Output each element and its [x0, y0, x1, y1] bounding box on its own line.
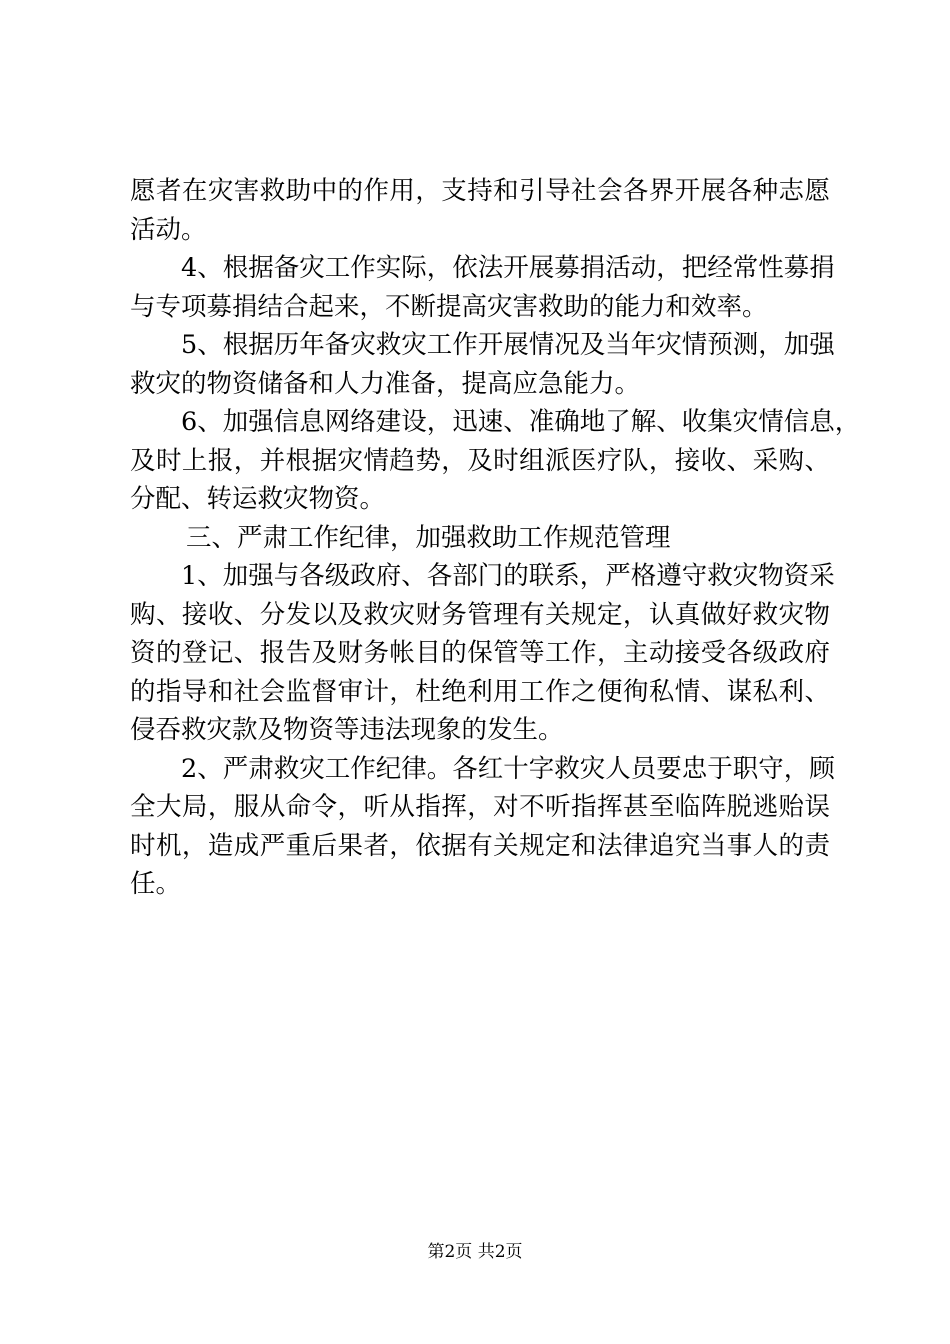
- text-line: 与专项募捐结合起来，不断提高灾害救助的能力和效率。: [130, 291, 768, 322]
- text-line: 时机，造成严重后果者，依据有关规定和法律追究当事人的责: [130, 830, 830, 861]
- text-line: 侵吞救灾款及物资等违法现象的发生。: [130, 715, 564, 745]
- text-line: 5、根据历年备灾救灾工作开展情况及当年灾情预测，加强: [181, 330, 835, 360]
- text-line: 的指导和社会监督审计，杜绝利用工作之便徇私情、谋私利、: [130, 676, 830, 707]
- section-heading: 三、严肃工作纪律，加强救助工作规范管理: [186, 522, 671, 553]
- page-footer: [0, 1241, 950, 1263]
- text-line: 购、接收、分发以及救灾财务管理有关规定，认真做好救灾物: [130, 599, 830, 630]
- text-line: 愿者在灾害救助中的作用，支持和引导社会各界开展各种志愿: [130, 176, 830, 206]
- page-number-label: 第2页 共2页: [427, 1242, 523, 1262]
- document-body: [130, 172, 861, 904]
- text-line: 全大局，服从命令，听从指挥，对不听指挥甚至临阵脱逃贻误: [130, 792, 830, 822]
- text-line: 救灾的物资储备和人力准备，提高应急能力。: [130, 368, 641, 399]
- text-line: 及时上报，并根据灾情趋势，及时组派医疗队，接收、采购、: [130, 445, 830, 476]
- text-line: 活动。: [130, 214, 207, 245]
- text-line: 分配、转运救灾物资。: [130, 484, 386, 514]
- text-line: 2、严肃救灾工作纪律。各红十字救灾人员要忠于职守，顾: [181, 753, 835, 784]
- text-line: 1、加强与各级政府、各部门的联系，严格遵守救灾物资采: [181, 561, 835, 591]
- text-line: 4、根据备灾工作实际，依法开展募捐活动，把经常性募捐: [181, 253, 835, 283]
- text-line: 资的登记、报告及财务帐目的保管等工作，主动接受各级政府: [130, 638, 830, 668]
- text-line: 6、加强信息网络建设，迅速、准确地了解、收集灾情信息，: [181, 407, 861, 437]
- text-line: 任。: [130, 869, 182, 899]
